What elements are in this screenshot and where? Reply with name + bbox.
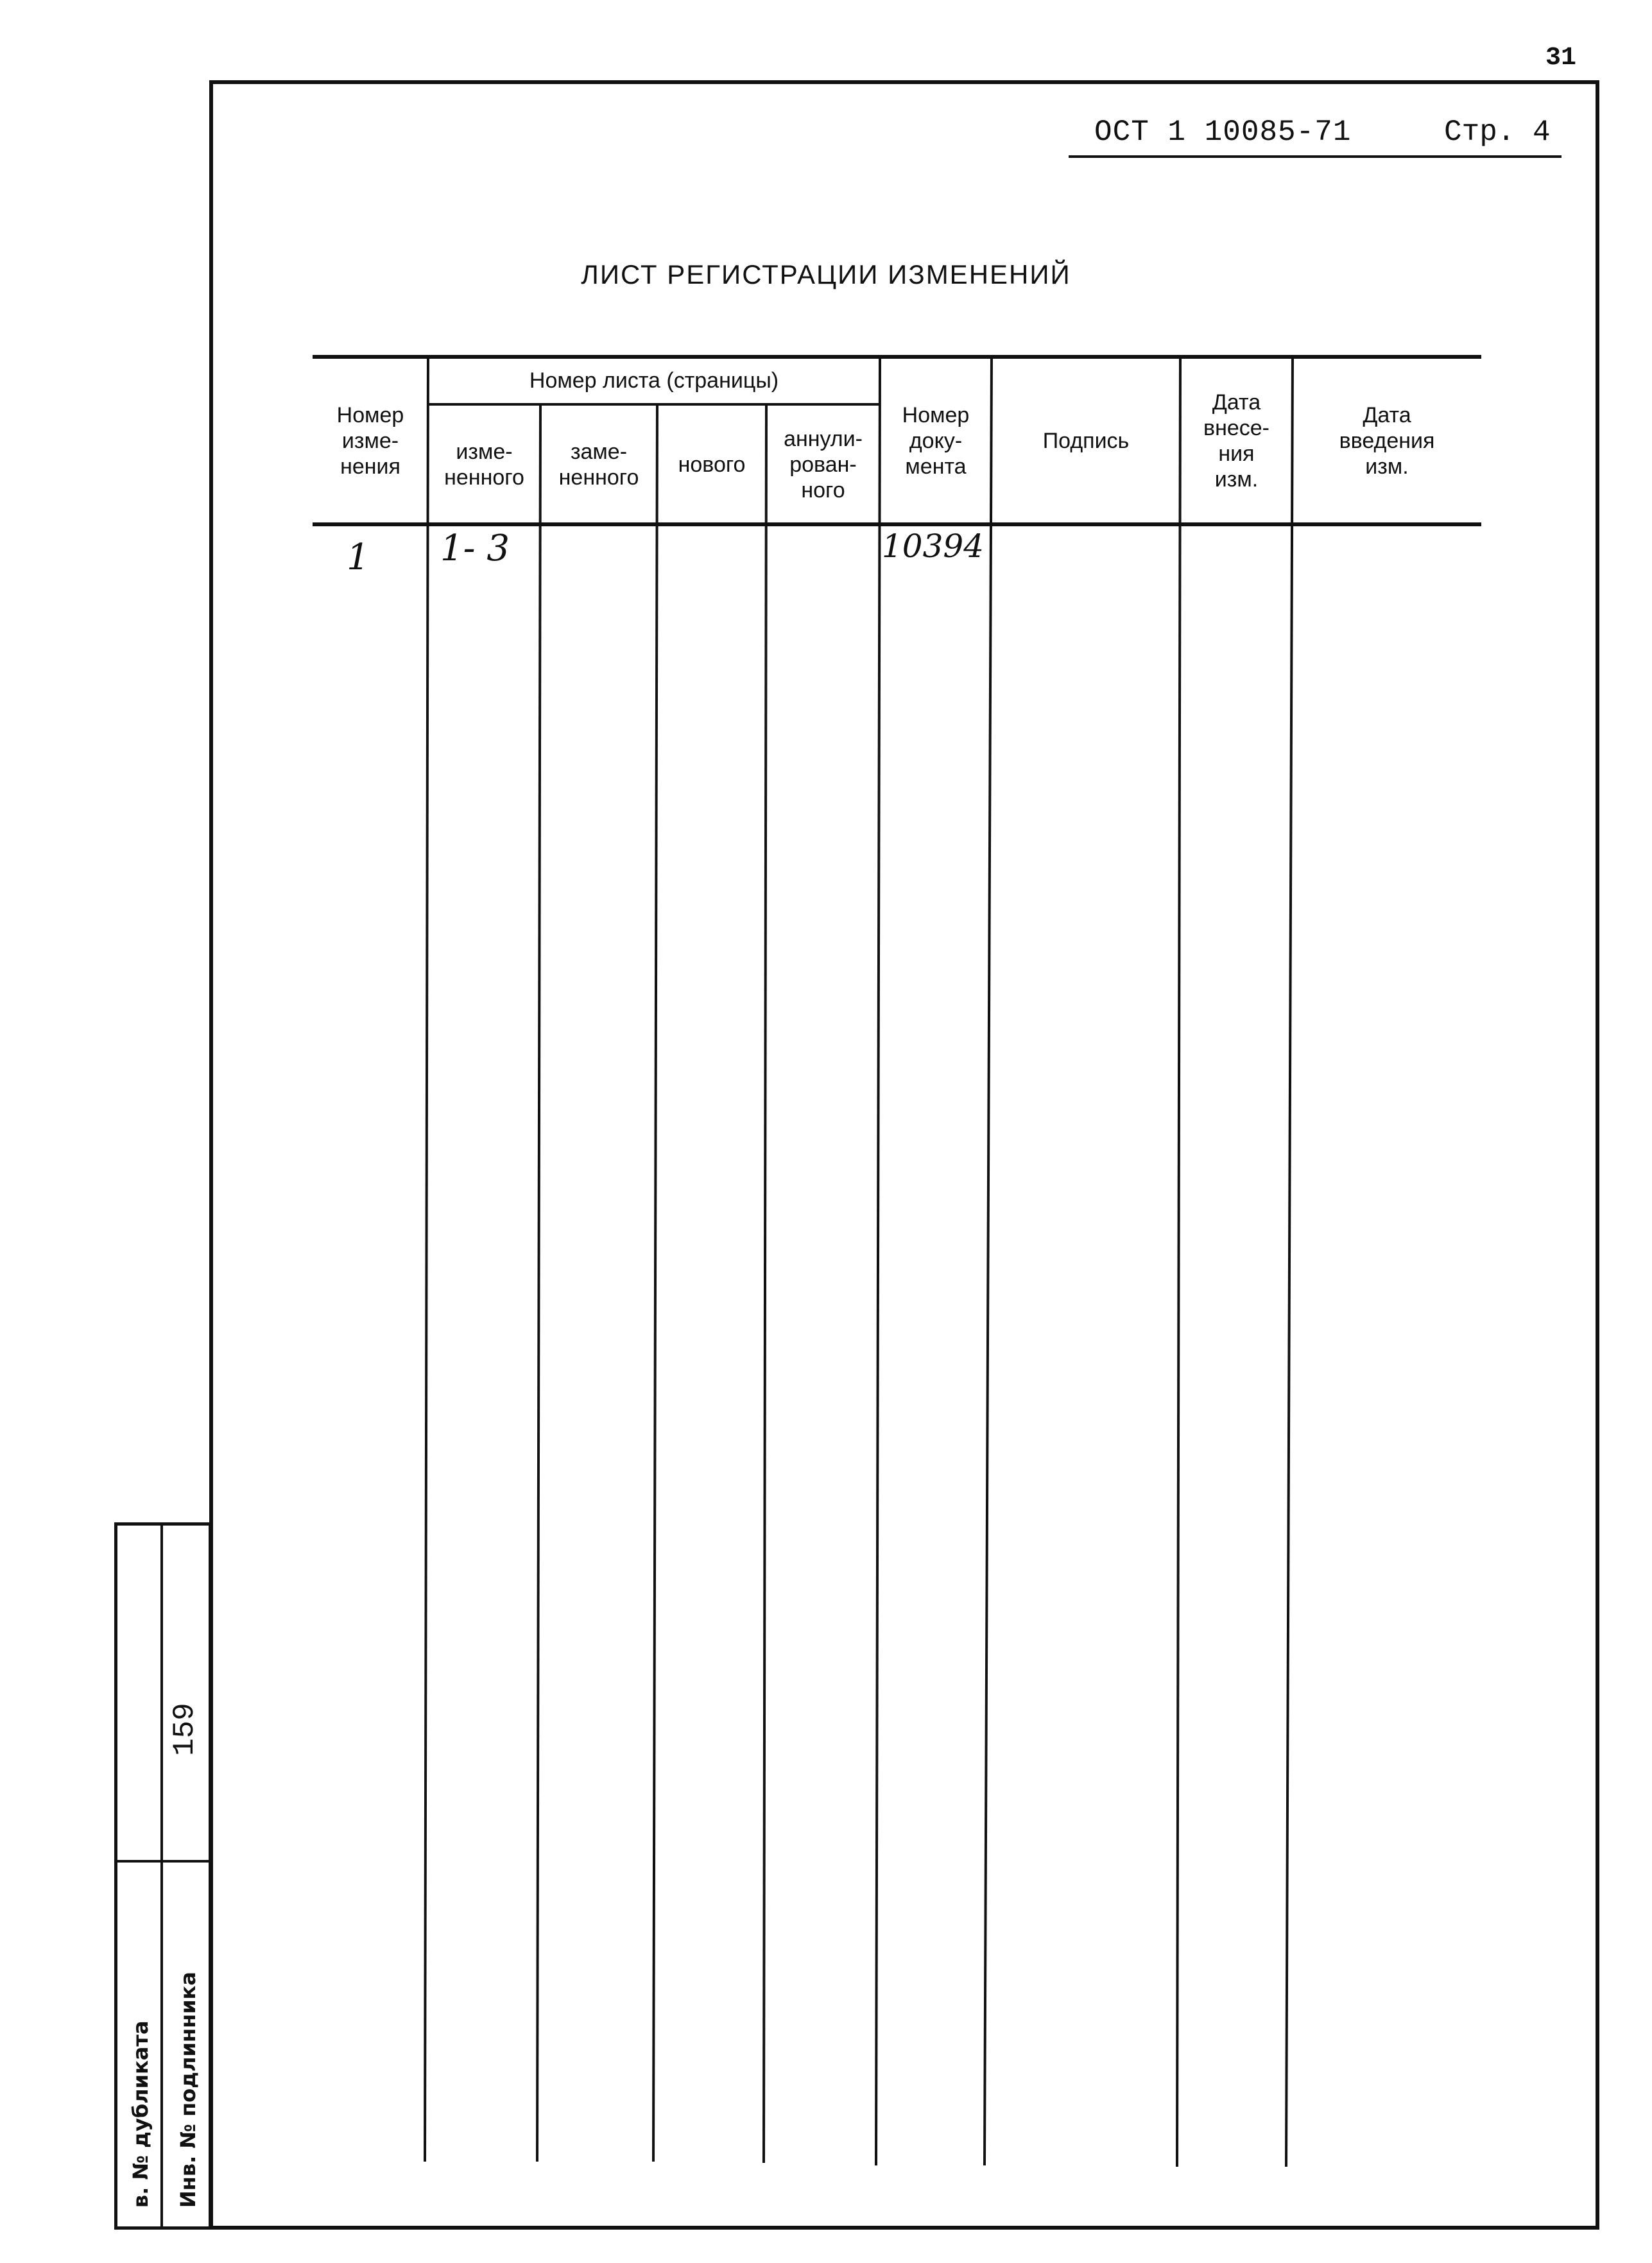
page-number: 31 (1545, 44, 1576, 73)
col-date-entered: Дата внесе- ния изм. (1203, 390, 1269, 492)
row-1-changed-sheets: 1- 3 (440, 528, 510, 569)
group-sheet-number: Номер листа (страницы) (529, 368, 779, 393)
original-inventory-label: Инв. № подлинника (176, 1972, 200, 2208)
row-1-change-number: 1 (347, 537, 370, 578)
col-date-introduced: Дата введения изм. (1339, 402, 1435, 479)
original-inventory-number: 159 (168, 1703, 202, 1756)
row-1-document-number: 10394 (882, 528, 985, 565)
page-reference: Стр. 4 (1444, 116, 1551, 149)
col-document-number: Номер доку- мента (902, 402, 970, 479)
col-changed-sheet: изме- ненного (444, 439, 524, 490)
col-new-sheet: нового (678, 452, 746, 477)
page-title: ЛИСТ РЕГИСТРАЦИИ ИЗМЕНЕНИЙ (581, 259, 1071, 289)
document-code: ОСТ 1 10085-71 (1094, 116, 1352, 149)
duplicate-number-label: в. № дубликата (128, 2020, 153, 2208)
col-replaced-sheet: заме- ненного (558, 439, 639, 490)
col-signature: Подпись (1042, 428, 1130, 453)
col-change-number: Номер изме- нения (336, 402, 404, 479)
col-cancelled-sheet: аннули- рован- ного (784, 426, 863, 503)
